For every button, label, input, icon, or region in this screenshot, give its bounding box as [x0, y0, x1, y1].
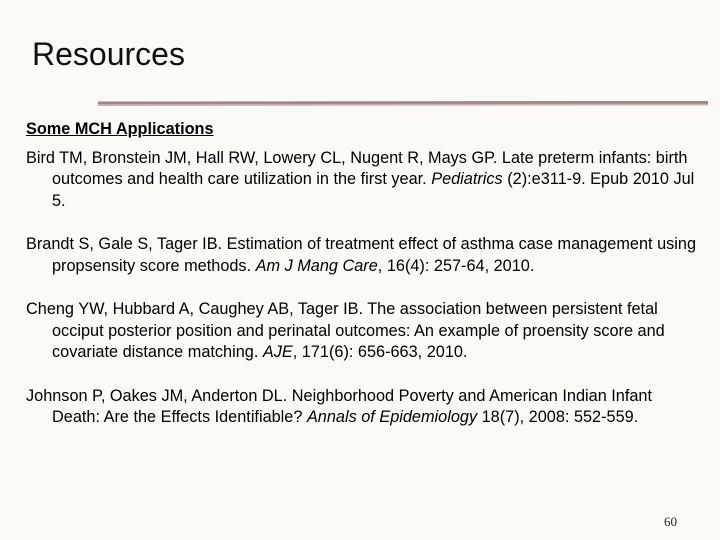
- page-number: 60: [664, 514, 677, 529]
- reference-authors-title: Bird TM, Bronstein JM, Hall RW, Lowery CL, Nugent R, Mays GP. Late preterm infants: birth outcomes and health care utilization in the first year.: [26, 148, 688, 188]
- reference-journal: Pediatrics: [431, 170, 503, 188]
- reference-details: (2):e311-9. Epub 2010 Jul 5.: [52, 170, 695, 210]
- reference-details: , 16(4): 257-64, 2010.: [377, 256, 535, 275]
- reference-details: , 171(6): 656-663, 2010.: [292, 343, 468, 361]
- reference-authors-title: Brandt S, Gale S, Tager IB. Estimation of treatment effect of asthma case management using propsensity score methods.: [26, 235, 696, 275]
- reference-journal: Am J Mang Care: [255, 256, 378, 275]
- slide-title: Resources: [32, 36, 185, 72]
- reference-journal: AJE: [262, 343, 293, 361]
- reference-item: [26, 148, 696, 213]
- reference-details: 18(7), 2008: 552-559.: [477, 408, 639, 426]
- reference-authors-title: Cheng YW, Hubbard A, Caughey AB, Tager IB. The association between persistent fetal occiput posterior position and perinatal outcomes: An example of proensity score and covariate distance matching.: [26, 300, 665, 361]
- reference-item: [26, 234, 696, 277]
- title-divider: [98, 100, 708, 108]
- reference-item: [26, 386, 696, 429]
- references-content: [26, 119, 696, 451]
- reference-journal: Annals of Epidemiology: [306, 408, 478, 426]
- divider-line: [98, 100, 708, 108]
- section-heading: Some MCH Applications: [26, 120, 214, 138]
- reference-authors-title: Johnson P, Oakes JM, Anderton DL. Neighborhood Poverty and American Indian Infant Death: Are the Effects Identifiable?: [26, 386, 653, 426]
- reference-item: [26, 299, 696, 364]
